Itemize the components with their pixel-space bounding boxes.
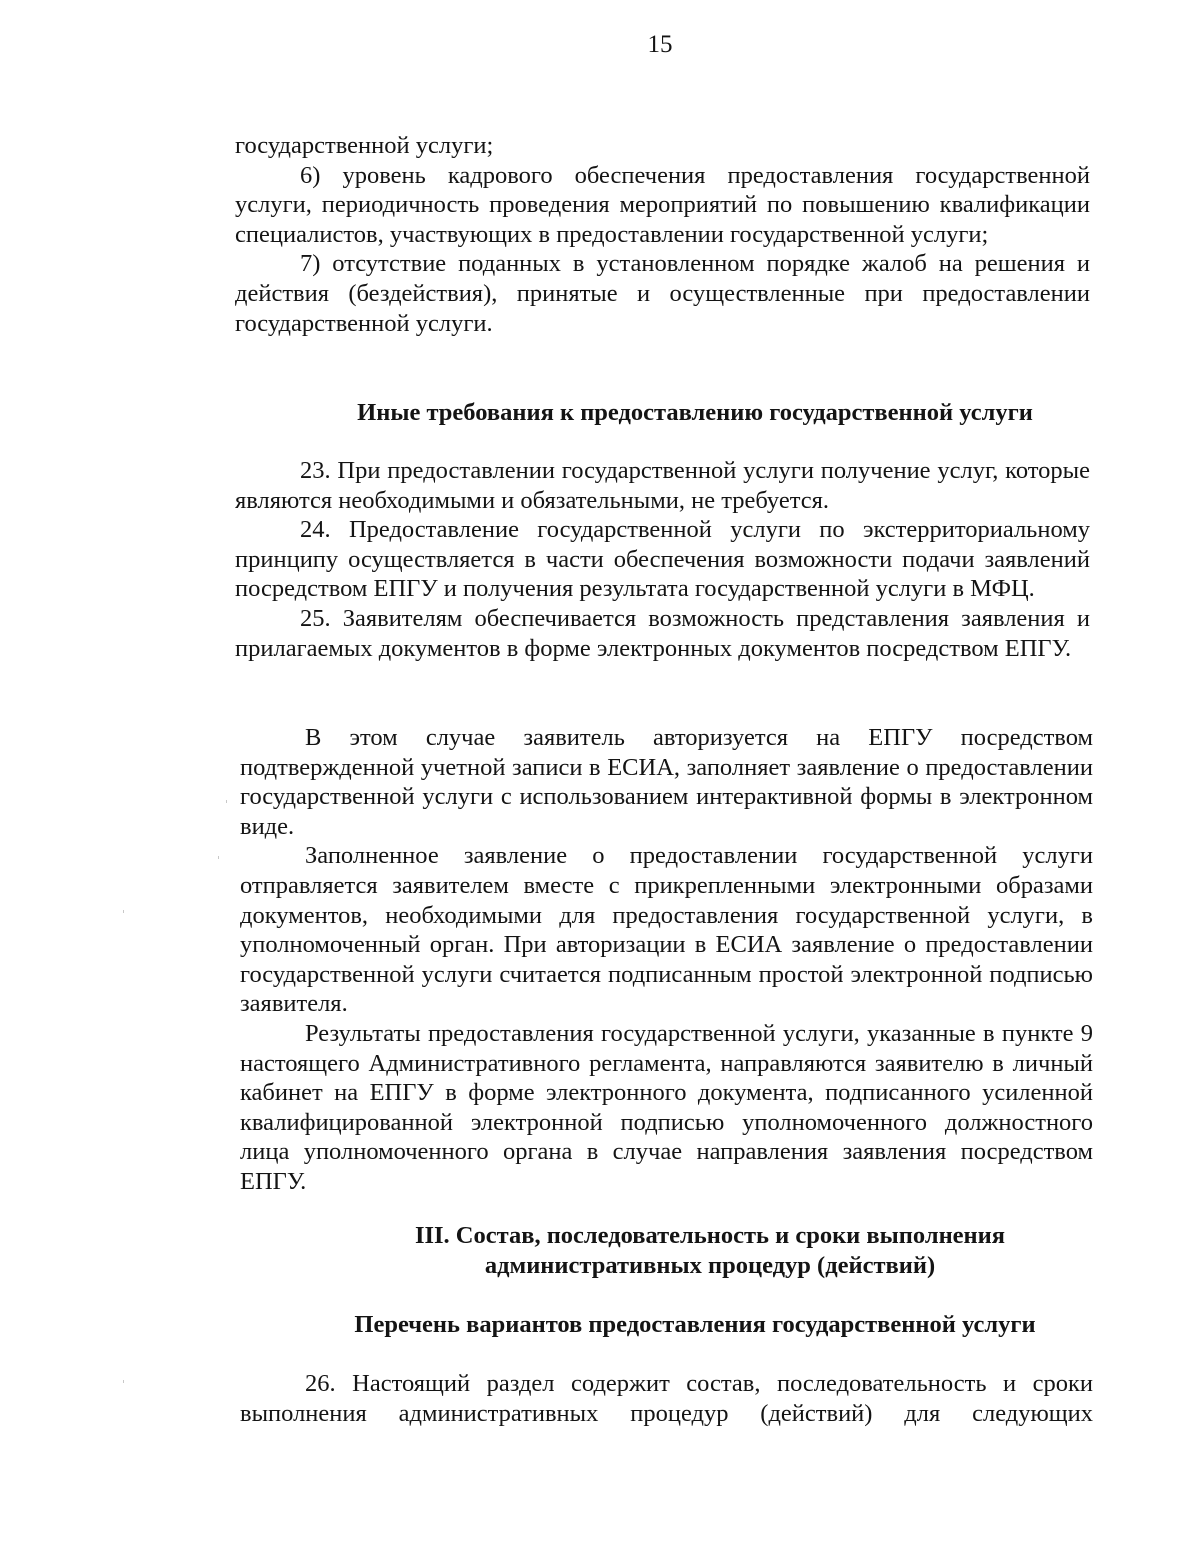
heading-variants-list: Перечень вариантов предоставления государственной услуги <box>354 1311 1036 1338</box>
paragraph-item-7: 7) отсутствие поданных в установленном порядке жалоб на решения и действия (бездействия), принятые и осуществленные при предоставлении государственной услуги. <box>235 250 1090 337</box>
paragraph-filled-application: Заполненное заявление о предоставлении государственной услуги отправляется заявителем вместе с прикрепленными электронными образами документов, необходимыми для предоставления государственной услуги, в уполномоченный орган. При авторизации в ЕСИА заявление о предоставлении государственной услуги считается подписанным простой электронной подписью заявителя. <box>240 842 1093 1018</box>
paragraph-authorization: В этом случае заявитель авторизуется на ЕПГУ посредством подтвержденной учетной записи в ЕСИА, заполняет заявление о предоставлении государственной услуги с использованием интерактивной формы в электронном виде. <box>240 724 1093 840</box>
page-number: 15 <box>647 31 673 58</box>
paragraph-group-quality-indicators <box>235 131 1090 338</box>
section-heading-line-2: административных процедур (действий) <box>484 1252 936 1279</box>
paragraph-25: 25. Заявителям обеспечивается возможность представления заявления и прилагаемых документов в форме электронных документов посредством ЕПГУ. <box>235 604 1090 662</box>
scan-speck <box>226 800 227 803</box>
paragraph-24: 24. Предоставление государственной услуги по экстерриториальному принципу осуществляется в части обеспечения возможности подачи заявлений посредством ЕПГУ и получения результата государственной услуги в МФЦ. <box>235 516 1090 603</box>
paragraph-group-epgu <box>240 723 1093 1197</box>
paragraph-26: 26. Настоящий раздел содержит состав, последовательность и сроки выполнения административных процедур (действий) для следующих <box>240 1370 1093 1427</box>
scan-speck <box>123 1380 124 1383</box>
paragraph-group-section-iii <box>240 1369 1093 1428</box>
scan-speck <box>218 856 219 859</box>
section-heading-iii <box>360 1221 1060 1281</box>
paragraph-item-6: 6) уровень кадрового обеспечения предоставления государственной услуги, периодичность проведения мероприятий по повышению квалификации специалистов, участвующих в предоставлении государственной услуги; <box>235 161 1090 248</box>
paragraph-group-other-requirements <box>235 456 1090 663</box>
heading-other-requirements: Иные требования к предоставлению государственной услуги <box>357 399 1033 426</box>
section-heading-line-1: III. Состав, последовательность и сроки выполнения <box>414 1222 1006 1249</box>
paragraph-results: Результаты предоставления государственной услуги, указанные в пункте 9 настоящего Административного регламента, направляются заявителю в личный кабинет на ЕПГУ в форме электронного документа, подписанного усиленной квалифицированной электронной подписью уполномоченного должностного лица уполномоченного органа в случае направления заявления посредством ЕПГУ. <box>240 1019 1093 1195</box>
scan-speck <box>123 910 124 913</box>
paragraph-23: 23. При предоставлении государственной услуги получение услуг, которые являются необходимыми и обязательными, не требуется. <box>235 457 1090 514</box>
paragraph-continuation: государственной услуги; <box>235 132 494 159</box>
